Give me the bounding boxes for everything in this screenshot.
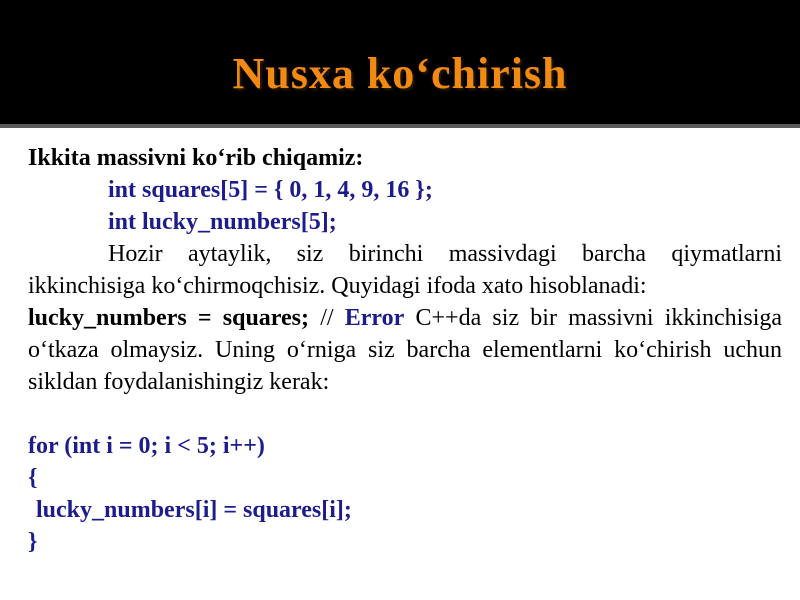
title-divider bbox=[0, 124, 800, 128]
error-keyword: Error bbox=[344, 305, 405, 331]
slide-content bbox=[28, 142, 782, 558]
paragraph-explanation-text: Hozir aytaylik, siz birinchi massivdagi barcha qiymatlarni ikkinchisiga ko‘chirmoqchisiz. Quyidagi ifoda xato hisoblanadi: bbox=[28, 241, 782, 299]
code-declaration-squares: int squares[5] = { 0, 1, 4, 9, 16 }; bbox=[108, 177, 433, 203]
code-declaration-lucky-numbers: int lucky_numbers[5]; bbox=[108, 209, 337, 235]
intro-text: Ikkita massivni ko‘rib chiqamiz: bbox=[28, 145, 364, 171]
paragraph-error-text: C++da siz bir massivni ikkinchisiga o‘tkaza olmaysiz. Uning o‘rniga siz barcha elementlarni ko‘chirish uchun sikldan foydalanishingiz kerak: bbox=[28, 305, 783, 395]
slide-title: Nusxa ko‘chirish bbox=[232, 49, 568, 98]
paragraph-error bbox=[28, 302, 782, 398]
loop-body: lucky_numbers[i] = squares[i]; bbox=[36, 497, 352, 523]
paragraph-explanation bbox=[28, 238, 782, 302]
loop-header: for (int i = 0; i < 5; i++) bbox=[28, 433, 265, 459]
comment-slashes: // bbox=[320, 305, 334, 331]
loop-close-brace: } bbox=[28, 529, 38, 555]
loop-open-brace: { bbox=[28, 465, 38, 491]
assignment-code: lucky_numbers = squares; bbox=[28, 305, 310, 331]
blank-line bbox=[28, 398, 782, 430]
